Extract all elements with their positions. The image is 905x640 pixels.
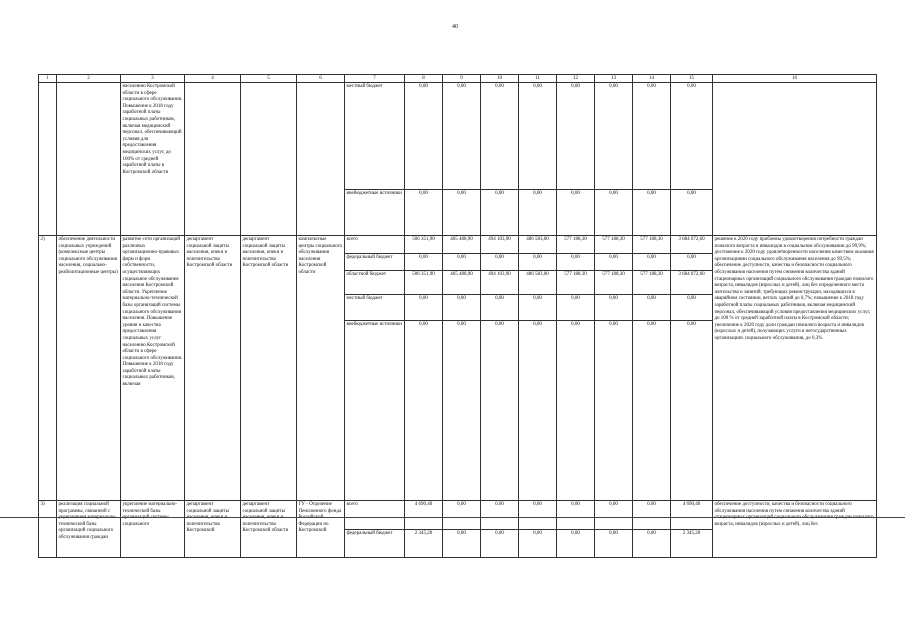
- cell-content: укрепление материально-технической базы организаций системы социального: [121, 501, 185, 558]
- cell-value: 0,00: [481, 529, 519, 558]
- cell-value: 465 488,90: [443, 236, 481, 254]
- column-header: 11: [519, 75, 557, 83]
- cell-coexecutor: департамент социальной защиты населения, опеки и попечительства Костромской области: [241, 236, 297, 501]
- cell-value: 577 188,30: [633, 236, 671, 254]
- cell-value: 0,00: [595, 321, 633, 501]
- cell-value: 0,00: [557, 501, 595, 530]
- cell-result: [713, 189, 877, 236]
- cell-content: населению Костромской области в сфере социального обслуживания. Повышение к 2018 году заработной платы социальных работников, включая медицинский персонал, обеспечивающий условия для предоставления медицинских услуг, до 100% от средней заработной платы в Костромской области: [121, 83, 185, 236]
- cell-value: 0,00: [443, 295, 481, 321]
- cell-value: 0,00: [633, 253, 671, 271]
- cell-value: 577 188,30: [595, 271, 633, 295]
- column-header: 15: [671, 75, 713, 83]
- cell-source: федеральный бюджет: [345, 253, 405, 271]
- cell-value: 0,00: [405, 83, 443, 190]
- budget-table: [38, 74, 877, 558]
- column-header: 1: [39, 75, 57, 83]
- cell-value: 0,00: [633, 529, 671, 558]
- cell-value: 4 690,40: [671, 501, 713, 530]
- column-header: 7: [345, 75, 405, 83]
- cell-participant: комплексные центры социального обслуживания населения Костромской области: [297, 236, 345, 501]
- cell-coexecutor: департамент социальной защиты населения, опеки и попечительства Костромской области: [241, 501, 297, 558]
- cell-coexecutor: [241, 189, 297, 236]
- cell-value: 494 103,90: [481, 236, 519, 254]
- cell-value: 0,00: [595, 83, 633, 190]
- cell-value: 577 188,30: [633, 271, 671, 295]
- column-header: 5: [241, 75, 297, 83]
- cell-value: 2 345,20: [405, 529, 443, 558]
- cell-value: 0,00: [671, 83, 713, 190]
- cell-value: 0,00: [443, 83, 481, 190]
- cell-event: [57, 83, 121, 190]
- cell-source: внебюджетные источники: [345, 321, 405, 501]
- cell-value: 0,00: [671, 321, 713, 501]
- page-number: 40: [452, 24, 458, 30]
- cell-value: 0,00: [481, 321, 519, 501]
- cell-value: 465 488,90: [443, 271, 481, 295]
- cell-value: 0,00: [671, 189, 713, 236]
- cell-source: внебюджетные источники: [345, 189, 405, 236]
- cell-value: 0,00: [595, 529, 633, 558]
- cell-value: 0,00: [633, 189, 671, 236]
- cell-source: местный бюджет: [345, 83, 405, 190]
- table-row: [39, 501, 877, 530]
- column-header: 10: [481, 75, 519, 83]
- cell-responsible: департамент социальной защиты населения, опеки и попечительства Костромской: [185, 501, 241, 558]
- cell-value: 0,00: [595, 501, 633, 530]
- cell-value: 0,00: [481, 295, 519, 321]
- cell-value: 494 103,90: [481, 271, 519, 295]
- cell-value: 577 188,30: [557, 236, 595, 254]
- cell-value: 577 188,30: [557, 271, 595, 295]
- column-header: 14: [633, 75, 671, 83]
- cell-value: 0,00: [557, 83, 595, 190]
- cell-source: всего: [345, 501, 405, 530]
- cell-value: 0,00: [595, 253, 633, 271]
- cell-num: [39, 189, 57, 236]
- cell-value: 4 690,40: [405, 501, 443, 530]
- column-header: 9: [443, 75, 481, 83]
- table-row: [39, 236, 877, 254]
- cell-value: 0,00: [595, 295, 633, 321]
- cell-source: федеральный бюджет: [345, 529, 405, 558]
- cell-value: 0,00: [557, 253, 595, 271]
- cell-value: 2 345,20: [671, 529, 713, 558]
- cell-value: 0,00: [633, 321, 671, 501]
- cell-value: 0,00: [633, 83, 671, 190]
- cell-value: 0,00: [443, 253, 481, 271]
- cell-value: 506 351,90: [405, 236, 443, 254]
- cell-content: развитие сети организаций различных организационно-правовых форм и форм собственности, осуществляющих социальное обслуживание населения Костромской области. Укрепление материально-технической базы организаций системы социального обслуживания населения. Повышение уровня и качества предоставления социальных услуг населению Костромской области в сфере социального обслуживания. Повышение к 2018 году заработной платы социальных работников, включая: [121, 236, 185, 501]
- cell-value: 0,00: [443, 529, 481, 558]
- cell-source: местный бюджет: [345, 295, 405, 321]
- cell-responsible: [185, 189, 241, 236]
- cell-num: [39, 83, 57, 190]
- table-row: [39, 83, 877, 190]
- cell-value: 0,00: [481, 501, 519, 530]
- cell-value: 0,00: [405, 253, 443, 271]
- cell-value: 0,00: [557, 189, 595, 236]
- cell-value: 0,00: [519, 529, 557, 558]
- cell-value: 0,00: [405, 295, 443, 321]
- cell-value: 577 188,30: [595, 236, 633, 254]
- cell-value: 0,00: [405, 189, 443, 236]
- cell-value: 0,00: [671, 253, 713, 271]
- cell-value: 0,00: [443, 189, 481, 236]
- cell-value: 0,00: [633, 295, 671, 321]
- cell-value: 0,00: [557, 295, 595, 321]
- cell-value: 0,00: [519, 189, 557, 236]
- cell-num: 2): [39, 236, 57, 501]
- cell-participant: ГУ - Отделение Пенсионного фонда Российской Федерации по Костромской: [297, 501, 345, 558]
- cell-value: 506 351,90: [405, 271, 443, 295]
- column-header: 4: [185, 75, 241, 83]
- page-break-line: [0, 517, 905, 518]
- cell-num: 3): [39, 501, 57, 558]
- cell-value: 0,00: [633, 501, 671, 530]
- cell-coexecutor: [241, 83, 297, 190]
- cell-value: 486 583,00: [519, 236, 557, 254]
- column-header: 12: [557, 75, 595, 83]
- cell-event: реализация социальной программы, связанной с укреплением материально-технической базы организаций социального обслуживания граждан: [57, 501, 121, 558]
- cell-event: [57, 189, 121, 236]
- cell-responsible: департамент социальной защиты населения, опеки и попечительства Костромской области: [185, 236, 241, 501]
- cell-result: обеспечение доступности, качества и безопасности социального обслуживания населения путем снижения количества зданий стационарных организаций социального обслуживания граждан пожилого возраста, инвалидов (взрослых и детей), лиц без: [713, 501, 877, 558]
- header-row: [39, 75, 877, 83]
- cell-value: 0,00: [519, 321, 557, 501]
- cell-participant: [297, 189, 345, 236]
- cell-event: обеспечение деятельности социальных учреждений (комплексные центры социального обслуживания населения, социально-реабилитационные центры): [57, 236, 121, 501]
- cell-value: 486 583,00: [519, 271, 557, 295]
- cell-value: 0,00: [557, 529, 595, 558]
- cell-responsible: [185, 83, 241, 190]
- cell-value: 0,00: [671, 295, 713, 321]
- cell-value: 3 684 072,60: [671, 236, 713, 254]
- cell-value: 0,00: [481, 189, 519, 236]
- cell-value: 0,00: [443, 501, 481, 530]
- cell-value: 0,00: [481, 83, 519, 190]
- column-header: 8: [405, 75, 443, 83]
- cell-value: 0,00: [519, 253, 557, 271]
- cell-source: всего: [345, 236, 405, 254]
- cell-value: 0,00: [557, 321, 595, 501]
- cell-source: областной бюджет: [345, 271, 405, 295]
- cell-value: 0,00: [405, 321, 443, 501]
- cell-participant: [297, 83, 345, 190]
- cell-value: 0,00: [519, 501, 557, 530]
- column-header: 16: [713, 75, 877, 83]
- column-header: 3: [121, 75, 185, 83]
- cell-value: 0,00: [595, 189, 633, 236]
- column-header: 13: [595, 75, 633, 83]
- cell-value: 0,00: [481, 253, 519, 271]
- cell-value: 3 684 072,60: [671, 271, 713, 295]
- column-header: 6: [297, 75, 345, 83]
- column-header: 2: [57, 75, 121, 83]
- cell-result: решение к 2020 году проблемы удовлетворения потребности граждан пожилого возраста и инвалидов в социальном обслуживании до 99,9%; достижение к 2020 году удовлетворенности населения качеством оказания организациями социального обслуживания населения до 99,5%; обеспечение доступности, качества и безопасности социального обслуживания населения путем снижения количества зданий стационарных организаций социального обслуживания граждан пожилого возраста, инвалидов (взрослых и детей), лиц без определенного места жительства и занятий, требующих реконструкции, находящихся в аварийном состоянии, ветхих зданий до 0,7%; повышение к 2018 году заработной платы социальных работников, включая медицинский персонал, обеспечивающий условия предоставления медицинских услуг, до 100 % от средней заработной платы в Костромской области; увеличение к 2020 году доли граждан пожилого возраста и инвалидов (взрослых и детей), получающих услуги в негосударственных организациях социального обслуживания, до 0,3%: [713, 236, 877, 501]
- cell-value: 0,00: [519, 83, 557, 190]
- cell-value: 0,00: [519, 295, 557, 321]
- cell-result: [713, 83, 877, 190]
- cell-value: 0,00: [443, 321, 481, 501]
